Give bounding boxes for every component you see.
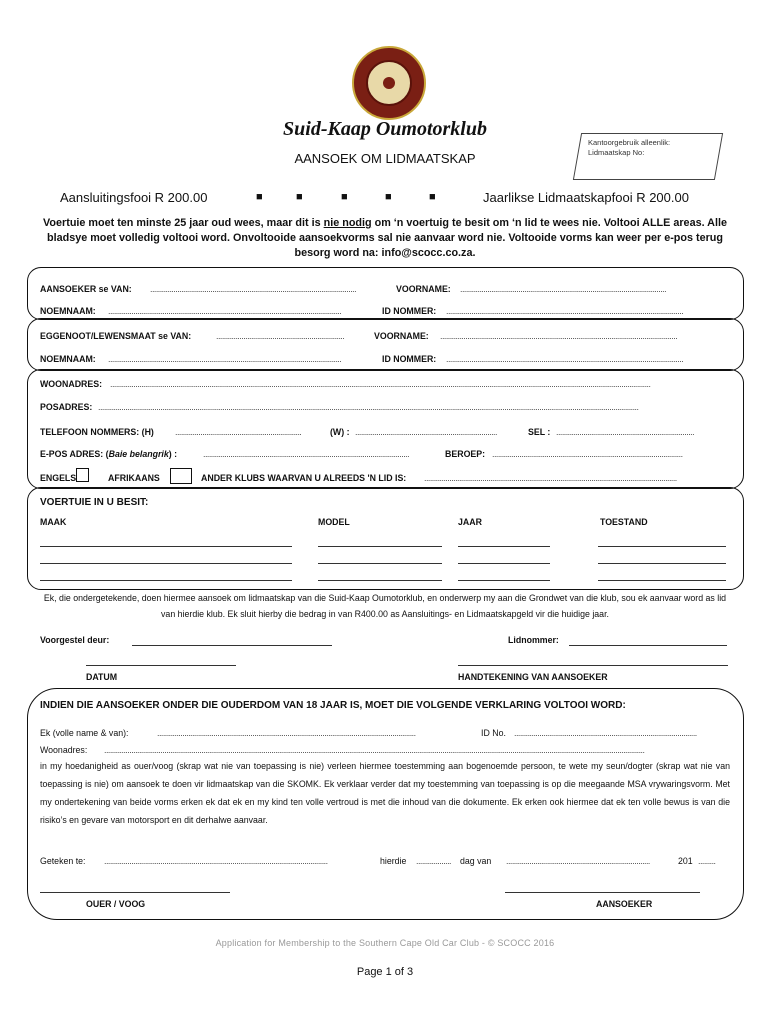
spouse-names-field[interactable]: ........................................................................................................................ [108, 354, 342, 364]
club-logo [352, 46, 426, 120]
address-field[interactable]: ...................................................................................................................................................................................................................................................................................... [110, 379, 651, 389]
applicant-id-label: ID NOMMER: [382, 306, 437, 316]
bullet: ■ [385, 191, 392, 203]
proposed-by-field[interactable] [132, 645, 332, 646]
spouse-firstname-label: VOORNAME: [374, 331, 429, 341]
page-number: Page 1 of 3 [356, 966, 414, 978]
signed-at-label: Geteken te: [40, 856, 86, 866]
model-line[interactable] [318, 563, 442, 564]
make-line[interactable] [40, 580, 292, 581]
year-field[interactable]: ......... [698, 856, 716, 866]
email-label: E-POS ADRES: (Baie belangrik) : [40, 449, 178, 459]
vehicles-heading: VOERTUIE IN U BESIT: [40, 497, 149, 508]
parent-signature-label: OUER / VOOG [86, 899, 146, 909]
joining-fee: Aansluitingsfooi R 200.00 [60, 190, 208, 205]
make-line[interactable] [40, 546, 292, 547]
applicant-signature-label: HANDTEKENING VAN AANSOEKER [458, 672, 608, 682]
applicant-signature-field[interactable] [458, 665, 728, 666]
date-field[interactable] [86, 665, 236, 666]
address-label: WOONADRES: [40, 379, 103, 389]
applicant-id-field[interactable]: .......................................................................................................................... [446, 306, 684, 316]
guardian-fullname-label: Ek (volle name & van): [40, 728, 129, 738]
spouse-firstname-field[interactable]: .......................................................................................................................... [440, 331, 678, 341]
applicant-surname-label: AANSOEKER se VAN: [40, 284, 132, 294]
phone-cell-label: SEL : [528, 427, 551, 437]
applicant-firstname-field[interactable]: .......................................................................................................... [460, 284, 667, 294]
occupation-field[interactable]: .................................................................................................. [492, 449, 683, 459]
phone-cell-field[interactable]: ....................................................................... [556, 427, 695, 437]
this-label: hierdie [380, 856, 407, 866]
applicant-names-label: NOEMNAAM: [40, 306, 96, 316]
guardian-consent-text: in my hoedanigheid as ouer/voog (skrap wat nie van toepassing is nie) verleen hiermee toestemming aan bogenoemde persoon, te wete my seun/dogter (skrap wat nie van toepassing is nie) om aansoek te doen vir lidmaatskap van die SKOMK. Ek verklaar verder dat my toestemming van toepassing is op die meegaande MSA vrywaringsvorm. Met my ondertekening van beide vorms erken ek dat ek en my kind ten volle vertroud is met die inhoud van die dokumente. Ek erken ook hiermee dat ek ten volle bewus is van die risiko’s en gevare van motorsport en dit derhalwe aanvaar. [40, 761, 730, 825]
member-number-field[interactable] [569, 645, 727, 646]
guardian-address-label: Woonadres: [40, 745, 88, 755]
minor-signature-field[interactable] [505, 892, 700, 893]
col-condition: TOESTAND [600, 517, 648, 527]
condition-line[interactable] [598, 580, 726, 581]
form-title: AANSOEK OM LIDMAATSKAP [294, 151, 476, 166]
spouse-surname-field[interactable]: .................................................................. [216, 331, 345, 341]
col-year: JAAR [458, 517, 482, 527]
day-field[interactable]: .................. [416, 856, 451, 866]
condition-line[interactable] [598, 546, 726, 547]
year-line[interactable] [458, 563, 550, 564]
parent-signature-field[interactable] [40, 892, 230, 893]
notice-text: Voertuie moet ten minste 25 jaar oud wees, maar dit is nie nodig om ‘n voertuig te besit om ‘n lid te wees nie. Voltooi ALLE areas. Alle bladsye moet volledig voltooi word. Onvoltooide aansoekvorms sal nie aanvaar word nie. Voltooide vorms kan weer per e-pos terug besorg word na: info@scocc.co.za. [43, 217, 727, 259]
bullet: ■ [341, 191, 348, 203]
year-line[interactable] [458, 580, 550, 581]
applicant-firstname-label: VOORNAME: [396, 284, 451, 294]
guardian-id-label: ID No. [481, 728, 506, 738]
other-clubs-label: ANDER KLUBS WAARVAN U ALREEDS 'N LID IS: [201, 473, 407, 483]
phone-work-label: (W) : [330, 427, 350, 437]
bullet: ■ [429, 191, 436, 203]
guardian-fullname-field[interactable]: ..................................................................................................................................... [157, 728, 416, 738]
condition-line[interactable] [598, 563, 726, 564]
applicant-names-field[interactable]: ........................................................................................................................ [108, 306, 342, 316]
afrikaans-checkbox[interactable] [170, 468, 192, 484]
annual-fee: Jaarlikse Lidmaatskapfooi R 200.00 [483, 190, 689, 205]
col-model: MODEL [318, 517, 350, 527]
spouse-names-label: NOEMNAAM: [40, 354, 96, 364]
other-clubs-field[interactable]: .................................................................................................................................. [424, 473, 677, 483]
bullet: ■ [256, 191, 263, 203]
guardian-id-field[interactable]: .............................................................................................. [514, 728, 697, 738]
signed-at-field[interactable]: ................................................................................................................... [104, 856, 328, 866]
phone-home-field[interactable]: ................................................................. [175, 427, 302, 437]
year-line[interactable] [458, 546, 550, 547]
email-field[interactable]: .......................................................................................................... [203, 449, 410, 459]
proposed-by-label: Voorgestel deur: [40, 635, 110, 645]
guardian-heading: INDIEN DIE AANSOEKER ONDER DIE OUDERDOM VAN 18 JAAR IS, MOET DIE VOLGENDE VERKLARING VOLTOOI WORD: [40, 700, 626, 711]
date-label: DATUM [86, 672, 118, 682]
minor-signature-label: AANSOEKER [596, 899, 653, 909]
guardian-address-field[interactable]: ...................................................................................................................................................................................................................................................................................... [104, 745, 645, 755]
postal-label: POSADRES: [40, 402, 93, 412]
club-name: Suid-Kaap Oumotorklub [283, 118, 487, 140]
occupation-label: BEROEP: [445, 449, 486, 459]
phone-work-field[interactable]: ......................................................................... [355, 427, 497, 437]
month-field[interactable]: .......................................................................... [506, 856, 650, 866]
applicant-surname-field[interactable]: .......................................................................................................... [150, 284, 357, 294]
footer-text: Application for Membership to the Southern Cape Old Car Club - © SCOCC 2016 [215, 938, 555, 948]
postal-field[interactable]: ...................................................................................................................................................................................................................................................................................... [98, 402, 639, 412]
declaration-text: Ek, die ondergetekende, doen hiermee aansoek om lidmaatskap van die Suid-Kaap Oumotorklub, en onderwerp my aan die Grondwet van die klub, sou ek aanvaar word as lid van hierdie klub. Ek sluit hierby die bedrag in van R400.00 as Aansluitings- en Lidmaatskapgeld vir die huidige jaar. [43, 593, 727, 619]
bullet: ■ [296, 191, 303, 203]
english-checkbox[interactable] [76, 468, 89, 482]
model-line[interactable] [318, 580, 442, 581]
day-of-label: dag van [460, 856, 492, 866]
model-line[interactable] [318, 546, 442, 547]
phone-home-label: TELEFOON NOMMERS: (H) [40, 427, 154, 437]
english-label: ENGELS [40, 473, 77, 483]
afrikaans-label: AFRIKAANS [108, 473, 160, 483]
spouse-id-label: ID NOMMER: [382, 354, 437, 364]
spouse-id-field[interactable]: .......................................................................................................................... [446, 354, 684, 364]
member-number-label: Lidnommer: [508, 635, 559, 645]
col-make: MAAK [40, 517, 67, 527]
make-line[interactable] [40, 563, 292, 564]
spouse-surname-label: EGGENOOT/LEWENSMAAT se VAN: [40, 331, 192, 341]
logo-wheel [366, 60, 412, 106]
year-label: 201 [678, 856, 693, 866]
office-use-text: Kantoorgebruik alleenlik: Lidmaatskap No: [588, 138, 671, 157]
